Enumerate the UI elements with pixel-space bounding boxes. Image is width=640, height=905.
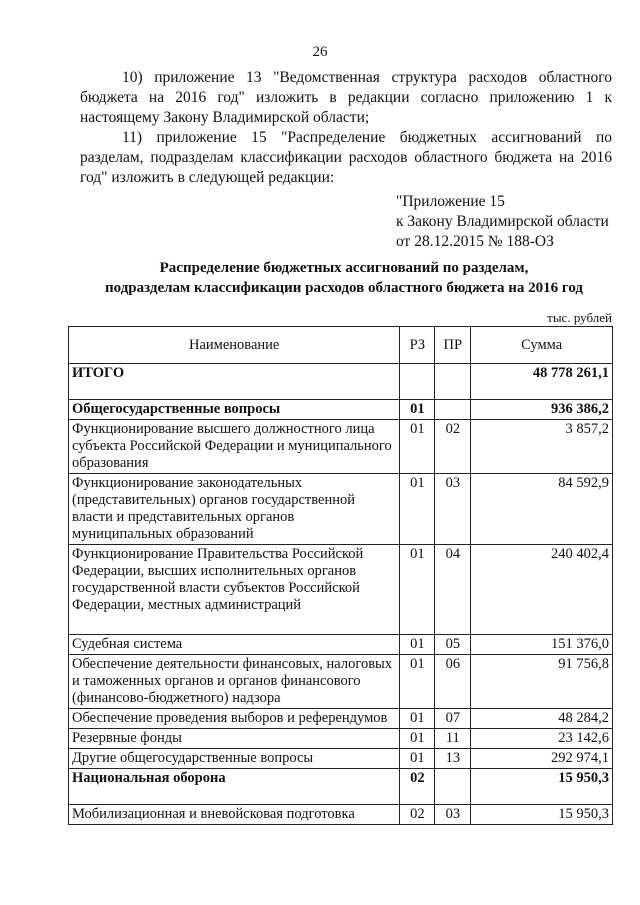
row-name: ИТОГО	[69, 364, 400, 400]
table-row	[69, 420, 613, 474]
table-header-row	[69, 327, 613, 364]
table-row	[69, 474, 613, 545]
table-row	[69, 655, 613, 709]
table-row	[69, 709, 613, 729]
page-number: 26	[312, 44, 328, 60]
row-pr: 02	[435, 420, 471, 474]
row-pr	[435, 400, 471, 420]
row-pr: 03	[435, 805, 471, 825]
row-rz: 02	[400, 805, 435, 825]
header-sum: Сумма	[471, 327, 613, 364]
row-pr: 04	[435, 545, 471, 635]
row-rz	[400, 364, 435, 400]
row-name: Функционирование законодательных (представительных) органов государственной власти и представительных органов муниципальных образований	[69, 474, 400, 545]
title-line-2: подразделам классификации расходов областного бюджета на 2016 год	[105, 280, 583, 296]
header-name: Наименование	[69, 327, 400, 364]
row-pr: 13	[435, 749, 471, 769]
row-rz: 01	[400, 400, 435, 420]
table-row-total	[69, 364, 613, 400]
row-pr: 11	[435, 729, 471, 749]
row-sum: 23 142,6	[471, 729, 613, 749]
row-rz: 01	[400, 545, 435, 635]
row-sum: 48 284,2	[471, 709, 613, 729]
paragraph-10: 10) приложение 13 "Ведомственная структура расходов областного бюджета на 2016 год" изложить в редакции согласно приложению 1 к настоящему Закону Владимирской области;	[80, 69, 612, 126]
units-label: тыс. рублей	[547, 310, 612, 325]
row-rz: 02	[400, 769, 435, 805]
row-rz: 01	[400, 420, 435, 474]
row-sum: 3 857,2	[471, 420, 613, 474]
row-pr: 05	[435, 635, 471, 655]
appendix-line-1: "Приложение 15	[396, 193, 505, 210]
table-row	[69, 729, 613, 749]
row-sum: 151 376,0	[471, 635, 613, 655]
row-name: Другие общегосударственные вопросы	[69, 749, 400, 769]
row-sum: 91 756,8	[471, 655, 613, 709]
table-row	[69, 769, 613, 805]
row-rz: 01	[400, 635, 435, 655]
row-sum: 240 402,4	[471, 545, 613, 635]
row-pr	[435, 364, 471, 400]
table-row	[69, 400, 613, 420]
row-pr: 03	[435, 474, 471, 545]
row-sum: 936 386,2	[471, 400, 613, 420]
header-pr: ПР	[435, 327, 471, 364]
row-rz: 01	[400, 655, 435, 709]
appendix-line-3: от 28.12.2015 № 188-ОЗ	[396, 233, 554, 250]
table-row	[69, 749, 613, 769]
appendix-reference	[396, 192, 609, 252]
row-name: Обеспечение проведения выборов и референдумов	[69, 709, 400, 729]
row-name: Общегосударственные вопросы	[69, 400, 400, 420]
budget-table	[68, 326, 613, 825]
table-row	[69, 635, 613, 655]
row-rz: 01	[400, 729, 435, 749]
row-sum: 48 778 261,1	[471, 364, 613, 400]
row-sum: 15 950,3	[471, 805, 613, 825]
table-row	[69, 545, 613, 635]
row-pr: 07	[435, 709, 471, 729]
title-line-1: Распределение бюджетных ассигнований по разделам,	[159, 260, 529, 276]
paragraph-11: 11) приложение 15 "Распределение бюджетных ассигнований по разделам, подразделам классификации расходов областного бюджета на 2016 год" изложить в следующей редакции:	[80, 129, 612, 186]
row-rz: 01	[400, 749, 435, 769]
row-name: Мобилизационная и вневойсковая подготовка	[69, 805, 400, 825]
document-title	[70, 258, 618, 298]
row-pr	[435, 769, 471, 805]
row-name: Резервные фонды	[69, 729, 400, 749]
row-rz: 01	[400, 709, 435, 729]
row-name: Национальная оборона	[69, 769, 400, 805]
row-name: Судебная система	[69, 635, 400, 655]
row-sum: 292 974,1	[471, 749, 613, 769]
table-row	[69, 805, 613, 825]
appendix-line-2: к Закону Владимирской области	[396, 213, 609, 230]
row-sum: 84 592,9	[471, 474, 613, 545]
row-name: Функционирование высшего должностного лица субъекта Российской Федерации и муниципального образования	[69, 420, 400, 474]
row-name: Функционирование Правительства Российской Федерации, высших исполнительных органов государственной власти субъектов Российской Федерации, местных администраций	[69, 545, 400, 635]
header-rz: РЗ	[400, 327, 435, 364]
row-pr: 06	[435, 655, 471, 709]
row-sum: 15 950,3	[471, 769, 613, 805]
row-name: Обеспечение деятельности финансовых, налоговых и таможенных органов и органов финансового (финансово-бюджетного) надзора	[69, 655, 400, 709]
row-rz: 01	[400, 474, 435, 545]
